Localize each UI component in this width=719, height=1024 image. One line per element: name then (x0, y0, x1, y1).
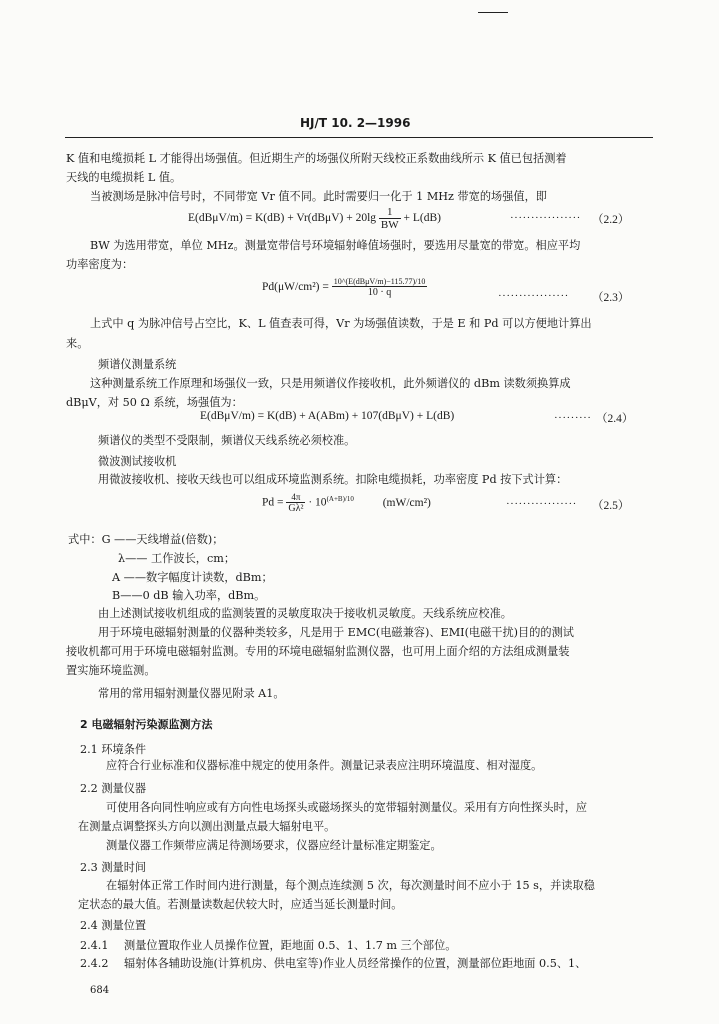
section-heading-2-1: 2.1 环境条件 (80, 743, 147, 756)
line: 来。 (66, 337, 89, 350)
line: 用微波接收机、接收天线也可以组成环境监测系统。扣除电缆损耗，功率密度 Pd 按下式计算： (98, 473, 568, 486)
leader-dots: ················· (498, 290, 569, 302)
line: 当被测场是脉冲信号时，不同带宽 Vr 值不同。此时需要归一化于 1 MHz 带宽的场强值，即 (90, 190, 547, 203)
subsection-label: 微波测试接收机 (98, 455, 177, 468)
eq-denominator: Gλ² (288, 503, 304, 514)
line: BW 为选用带宽，单位 MHz。测量宽带信号环境辐射峰值场强时，要选用尽量宽的带宽。相应平均 (90, 239, 581, 252)
eq-lhs: Pd = (262, 496, 284, 509)
eq-rhs: + L(dB) (403, 212, 441, 225)
line: 在辐射体正常工作时间内进行测量，每个测点连续测 5 次，每次测量时间不应小于 15 s，并读取稳 (106, 879, 595, 892)
subsection-label: 频谱仪测量系统 (98, 358, 177, 371)
page-number: 684 (90, 985, 110, 996)
eq-fraction (379, 206, 401, 231)
line: 常用的常用辐射测量仪器见附录 A1。 (98, 687, 285, 700)
line: dBμV，对 50 Ω 系统，场强值为： (66, 396, 243, 409)
eq-numerator: 10^(E(dBμV/m)−115.77)/10 (333, 277, 426, 286)
line: 天线的电缆损耗 L 值。 (66, 171, 182, 184)
line: 由上述测试接收机组成的监测装置的灵敏度取决于接收机灵敏度。天线系统应校准。 (98, 607, 512, 620)
section-heading-2-4: 2.4 测量位置 (80, 919, 147, 932)
eq-lhs: E(dBμV/m) = K(dB) + Vr(dBμV) + 20lg (188, 212, 377, 225)
eq-exponent: (A+B)/10 (326, 494, 354, 503)
line: λ—— 工作波长，cm； (118, 552, 236, 565)
line: 测量位置取作业人员操作位置，距地面 0.5、1、1.7 m 三个部位。 (124, 939, 457, 952)
section-heading-2-4-1: 2.4.1 (80, 939, 109, 952)
line: 可使用各向同性响应或有方向性电场探头或磁场探头的宽带辐射测量仪。采用有方向性探头时，应 (106, 801, 588, 814)
line: 定状态的最大值。若测量读数起伏较大时，应适当延长测量时间。 (78, 898, 403, 911)
header-rule (65, 137, 653, 138)
line: 这种测量系统工作原理和场强仪一致，只是用频谱仪作接收机，此外频谱仪的 dBm 读数须换算成 (90, 377, 571, 390)
line: 应符合行业标准和仪器标准中规定的使用条件。测量记录表应注明环境温度、相对湿度。 (106, 759, 543, 772)
line: B——0 dB 输入功率，dBm。 (112, 589, 266, 602)
eq-fraction (332, 277, 428, 298)
leader-dots: ········· (554, 412, 592, 424)
eq-fraction (286, 492, 305, 514)
line: 功率密度为： (66, 258, 134, 271)
equation-2-3 (262, 277, 427, 298)
eq-mid: · 10 (308, 496, 327, 509)
eq-lhs: Pd(μW/cm²) = (262, 281, 329, 294)
line: 式中：G ——天线增益(倍数)； (68, 533, 224, 546)
line: 置实施环境监测。 (66, 664, 156, 677)
line: 在测量点调整探头方向以测出测量点最大辐射电平。 (78, 820, 336, 833)
eq-denominator: 10 · q (367, 287, 392, 298)
section-heading-2-4-2: 2.4.2 (80, 957, 109, 970)
line: 接收机都可用于环境电磁辐射监测。专用的环境电磁辐射监测仪器，也可用上面介绍的方法组成测量装 (66, 645, 570, 658)
line: K 值和电缆损耗 L 才能得出场强值。但近期生产的场强仪所附天线校正系数曲线所示 K 值已包括测着 (66, 152, 567, 165)
eq-number: （2.2） (592, 214, 630, 226)
eq-number: （2.5） (592, 500, 630, 512)
leader-dots: ················· (510, 212, 581, 224)
eq-denominator: BW (380, 219, 399, 231)
equation-2-4: E(dBμV/m) = K(dB) + A(ABm) + 107(dBμV) + L(dB) (200, 410, 455, 422)
section-heading-2-3: 2.3 测量时间 (80, 861, 147, 874)
equation-2-2 (188, 206, 441, 231)
line: A ——数字幅度计读数，dBm； (112, 571, 273, 584)
section-heading-2: 2 电磁辐射污染源监测方法 (80, 718, 213, 731)
line: 上式中 q 为脉冲信号占空比，K、L 值查表可得，Vr 为场强值读数，于是 E 和 Pd 可以方便地计算出 (90, 317, 592, 330)
leader-dots: ················· (506, 498, 577, 510)
line: 频谱仪的类型不受限制，频谱仪天线系统必须校准。 (98, 434, 356, 447)
top-rule-short (478, 12, 508, 13)
header-code: HJ/T 10. 2—1996 (300, 116, 411, 130)
eq-number: （2.3） (592, 292, 630, 304)
line: 测量仪器工作频带应满足待测场要求，仪器应经计量标准定期鉴定。 (106, 839, 442, 852)
eq-unit: (mW/cm²) (382, 496, 431, 509)
line: 辐射体各辅助设施(计算机房、供电室等)作业人员经常操作的位置，测量部位距地面 0.5、1、 (124, 957, 587, 970)
section-heading-2-2: 2.2 测量仪器 (80, 782, 147, 795)
eq-number: （2.4） (596, 413, 634, 425)
eq-numerator: 1 (379, 206, 401, 219)
eq-numerator: 4π (286, 492, 305, 503)
line: 用于环境电磁辐射测量的仪器种类较多，凡是用于 EMC(电磁兼容)、EMI(电磁干扰)目的的测试 (98, 626, 574, 639)
equation-2-5 (262, 492, 431, 514)
